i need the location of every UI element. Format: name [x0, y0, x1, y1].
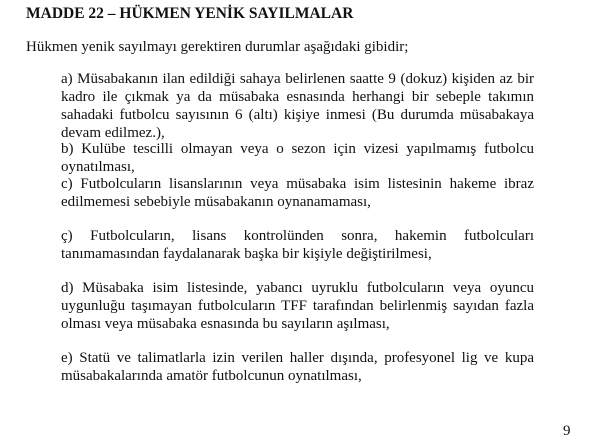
article-title: MADDE 22 – HÜKMEN YENİK SAYILMALAR	[26, 5, 354, 22]
page-number: 9	[563, 423, 571, 439]
list-item-a: a) Müsabakanın ilan edildiği sahaya belirlenen saatte 9 (dokuz) kişiden az bir kadro ile çıkmak ya da müsabaka esnasında herhangi bir sebeple takımın sahadaki futbolcu sayısının 6 (altı) kişiye inmesi (Bu durumda müsabakaya devam edilmez.),	[61, 71, 534, 141]
list-item-b: b) Kulübe tescilli olmayan veya o sezon için vizesi yapılmamış futbolcu oynatılması,	[61, 141, 534, 175]
list-item-c-cedilla: ç) Futbolcuların, lisans kontrolünden sonra, hakemin futbolcuları tanımamasından faydalanarak başka bir kişiyle değiştirilmesi,	[61, 228, 534, 262]
intro-paragraph: Hükmen yenik sayılmayı gerektiren durumlar aşağıdaki gibidir;	[26, 39, 409, 55]
list-item-c: c) Futbolcuların lisanslarının veya müsabaka isim listesinin hakeme ibraz edilmemesi sebebiyle müsabakanın oynanamaması,	[61, 176, 534, 210]
list-item-e: e) Statü ve talimatlarla izin verilen haller dışında, profesyonel lig ve kupa müsabakalarında amatör futbolcunun oynatılması,	[61, 350, 534, 384]
list-item-d: d) Müsabaka isim listesinde, yabancı uyruklu futbolcuların veya oyuncu uygunluğu taşımayan futbolcuların TFF tarafından belirlenmiş sayıdan fazla olması veya müsabaka esnasında bu sayıların aşılması,	[61, 280, 534, 332]
